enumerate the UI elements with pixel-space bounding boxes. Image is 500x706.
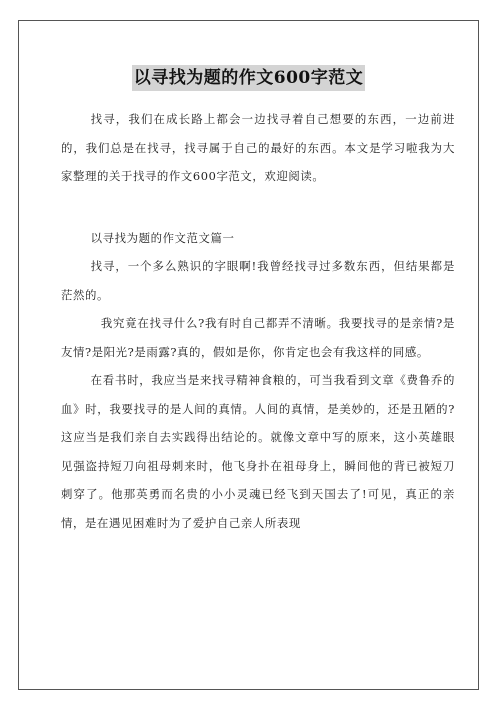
intro-paragraph: 找寻，我们在成长路上都会一边找寻着自己想要的东西，一边前进的，我们总是在找寻，找寻属于自己的最好的东西。本文是学习啦我为大家整理的关于找寻的作文600字范文，欢迎阅读。 (61, 112, 455, 183)
section-heading: 以寻找为题的作文范文篇一 (90, 230, 235, 245)
body-paragraph: 在看书时，我应当是来找寻精神食粮的，可当我看到文章《费鲁乔的血》时，我要找寻的是人间的真情。人间的真情，是美妙的，还是丑陋的?这应当是我们亲自去实践得出结论的。就像文章中写的原来，这小英雄眼见强盗持短刀向祖母刺来时，他飞身扑在祖母身上，瞬间他的背已被短刀刺穿了。他那英勇而名贵的小小灵魂已经飞到天国去了!可见，真正的亲情，是在遇见困难时为了爱护自己亲人所表现 (61, 373, 455, 530)
title-wrap (19, 65, 478, 91)
body-paragraph: 我究竟在找寻什么?我有时自己都弄不清晰。我要找寻的是亲情?是友情?是阳光?是雨露?真的，假如是你，你肯定也会有我这样的同感。 (61, 316, 455, 359)
document-page (18, 20, 479, 690)
document-body (61, 105, 455, 537)
document-title: 以寻找为题的作文600字范文 (132, 65, 366, 91)
body-paragraph: 找寻，一个多么熟识的字眼啊!我曾经找寻过多数东西，但结果都是茫然的。 (61, 259, 455, 302)
